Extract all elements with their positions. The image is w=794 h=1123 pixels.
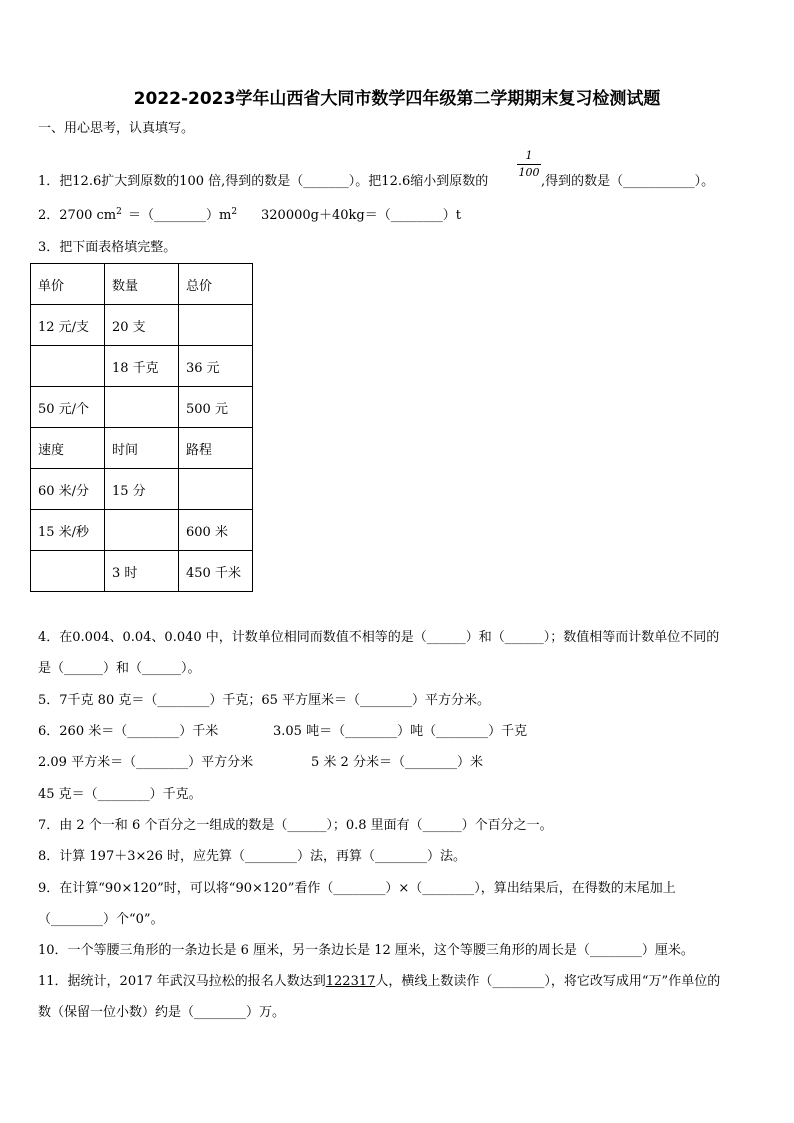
question-6-part-a: 6．260 米＝（________）千米 bbox=[38, 724, 219, 739]
table-cell bbox=[31, 346, 105, 387]
table-cell: 12 元/支 bbox=[31, 305, 105, 346]
table-cell: 600 米 bbox=[179, 510, 253, 551]
fraction-numerator: 1 bbox=[525, 149, 533, 162]
fraction-one-hundredth bbox=[517, 150, 541, 179]
q11-prefix: 11．据统计，2017 年武汉马拉松的报名人数达到 bbox=[38, 974, 326, 989]
question-10: 10．一个等腰三角形的一条边长是 6 厘米，另一条边长是 12 厘米，这个等腰三角形的周长是（________）厘米。 bbox=[38, 943, 694, 958]
table-cell bbox=[179, 469, 253, 510]
question-11-line-1 bbox=[38, 974, 720, 990]
table-cell: 36 元 bbox=[179, 346, 253, 387]
question-7: 7．由 2 个一和 6 个百分之一组成的数是（______）；0.8 里面有（______）个百分之一。 bbox=[38, 818, 553, 833]
q2-area-m: ＝（________）m bbox=[128, 208, 232, 223]
question-6-part-d: 5 米 2 分米＝（________）米 bbox=[311, 755, 483, 770]
table-cell bbox=[105, 510, 179, 551]
fill-in-table bbox=[30, 263, 253, 592]
table-cell: 总价 bbox=[179, 264, 253, 305]
question-1-part-a: 1．把12.6扩大到原数的100 倍,得到的数是（_______）。把12.6缩小到原数的 bbox=[38, 174, 489, 189]
table-cell: 18 千克 bbox=[105, 346, 179, 387]
table-row bbox=[31, 510, 253, 551]
q2-superscript-b: 2 bbox=[231, 207, 238, 217]
table-row bbox=[31, 387, 253, 428]
question-5: 5．7千克 80 克＝（________）千克；65 平方厘米＝（________）平方分米。 bbox=[38, 693, 491, 708]
question-6-part-c: 2.09 平方米＝（________）平方分米 bbox=[38, 755, 254, 770]
page-title: 2022-2023学年山西省大同市数学四年级第二学期期末复习检测试题 bbox=[133, 89, 661, 109]
question-8: 8．计算 197＋3×26 时，应先算（________）法，再算（________）法。 bbox=[38, 849, 467, 864]
question-9-line-2: （________）个“0”。 bbox=[38, 912, 164, 927]
table-row bbox=[31, 305, 253, 346]
question-1-part-b: ,得到的数是（___________）。 bbox=[541, 174, 715, 189]
table-cell: 速度 bbox=[31, 428, 105, 469]
question-6-part-b: 3.05 吨＝（________）吨（________）千克 bbox=[273, 724, 528, 739]
question-11-line-2: 数（保留一位小数）约是（________）万。 bbox=[38, 1005, 286, 1020]
table-cell: 50 元/个 bbox=[31, 387, 105, 428]
table-cell: 时间 bbox=[105, 428, 179, 469]
question-2-part-b bbox=[128, 208, 237, 224]
table-cell: 3 时 bbox=[105, 551, 179, 592]
question-9-line-1: 9．在计算“90×120”时，可以将“90×120”看作（________）×（________），算出结果后，在得数的末尾加上 bbox=[38, 881, 676, 896]
q11-suffix: 人，横线上数读作（________），将它改写成用“万”作单位的 bbox=[375, 974, 721, 989]
table-cell: 450 千米 bbox=[179, 551, 253, 592]
table-cell bbox=[179, 305, 253, 346]
table-cell: 500 元 bbox=[179, 387, 253, 428]
question-2-part-c: 320000g＋40kg＝（________）t bbox=[261, 208, 461, 223]
table-cell: 20 支 bbox=[105, 305, 179, 346]
question-4-line-2: 是（______）和（______）。 bbox=[38, 661, 201, 676]
fraction-denominator: 100 bbox=[518, 166, 540, 179]
fraction-bar bbox=[517, 164, 541, 165]
table-row bbox=[31, 469, 253, 510]
table-row bbox=[31, 264, 253, 305]
question-4-line-1: 4．在0.004、0.04、0.040 中，计数单位相同而数值不相等的是（______）和（______）；数值相等而计数单位不同的 bbox=[38, 630, 720, 645]
question-3: 3．把下面表格填完整。 bbox=[38, 240, 177, 255]
q2-superscript-a: 2 bbox=[116, 207, 122, 217]
table-row bbox=[31, 551, 253, 592]
table-cell bbox=[31, 551, 105, 592]
section-heading: 一、用心思考，认真填写。 bbox=[38, 121, 195, 136]
table-cell: 15 分 bbox=[105, 469, 179, 510]
table-cell: 数量 bbox=[105, 264, 179, 305]
q2-area-cm: 2．2700 cm bbox=[38, 208, 117, 223]
table-cell: 路程 bbox=[179, 428, 253, 469]
table-cell: 60 米/分 bbox=[31, 469, 105, 510]
q11-underlined-number: 122317 bbox=[325, 974, 376, 989]
table-cell: 15 米/秒 bbox=[31, 510, 105, 551]
question-2-part-a bbox=[38, 208, 122, 224]
table-row bbox=[31, 428, 253, 469]
table-cell: 单价 bbox=[31, 264, 105, 305]
table-row bbox=[31, 346, 253, 387]
table-cell bbox=[105, 387, 179, 428]
question-6-part-e: 45 克＝（________）千克。 bbox=[38, 787, 202, 802]
